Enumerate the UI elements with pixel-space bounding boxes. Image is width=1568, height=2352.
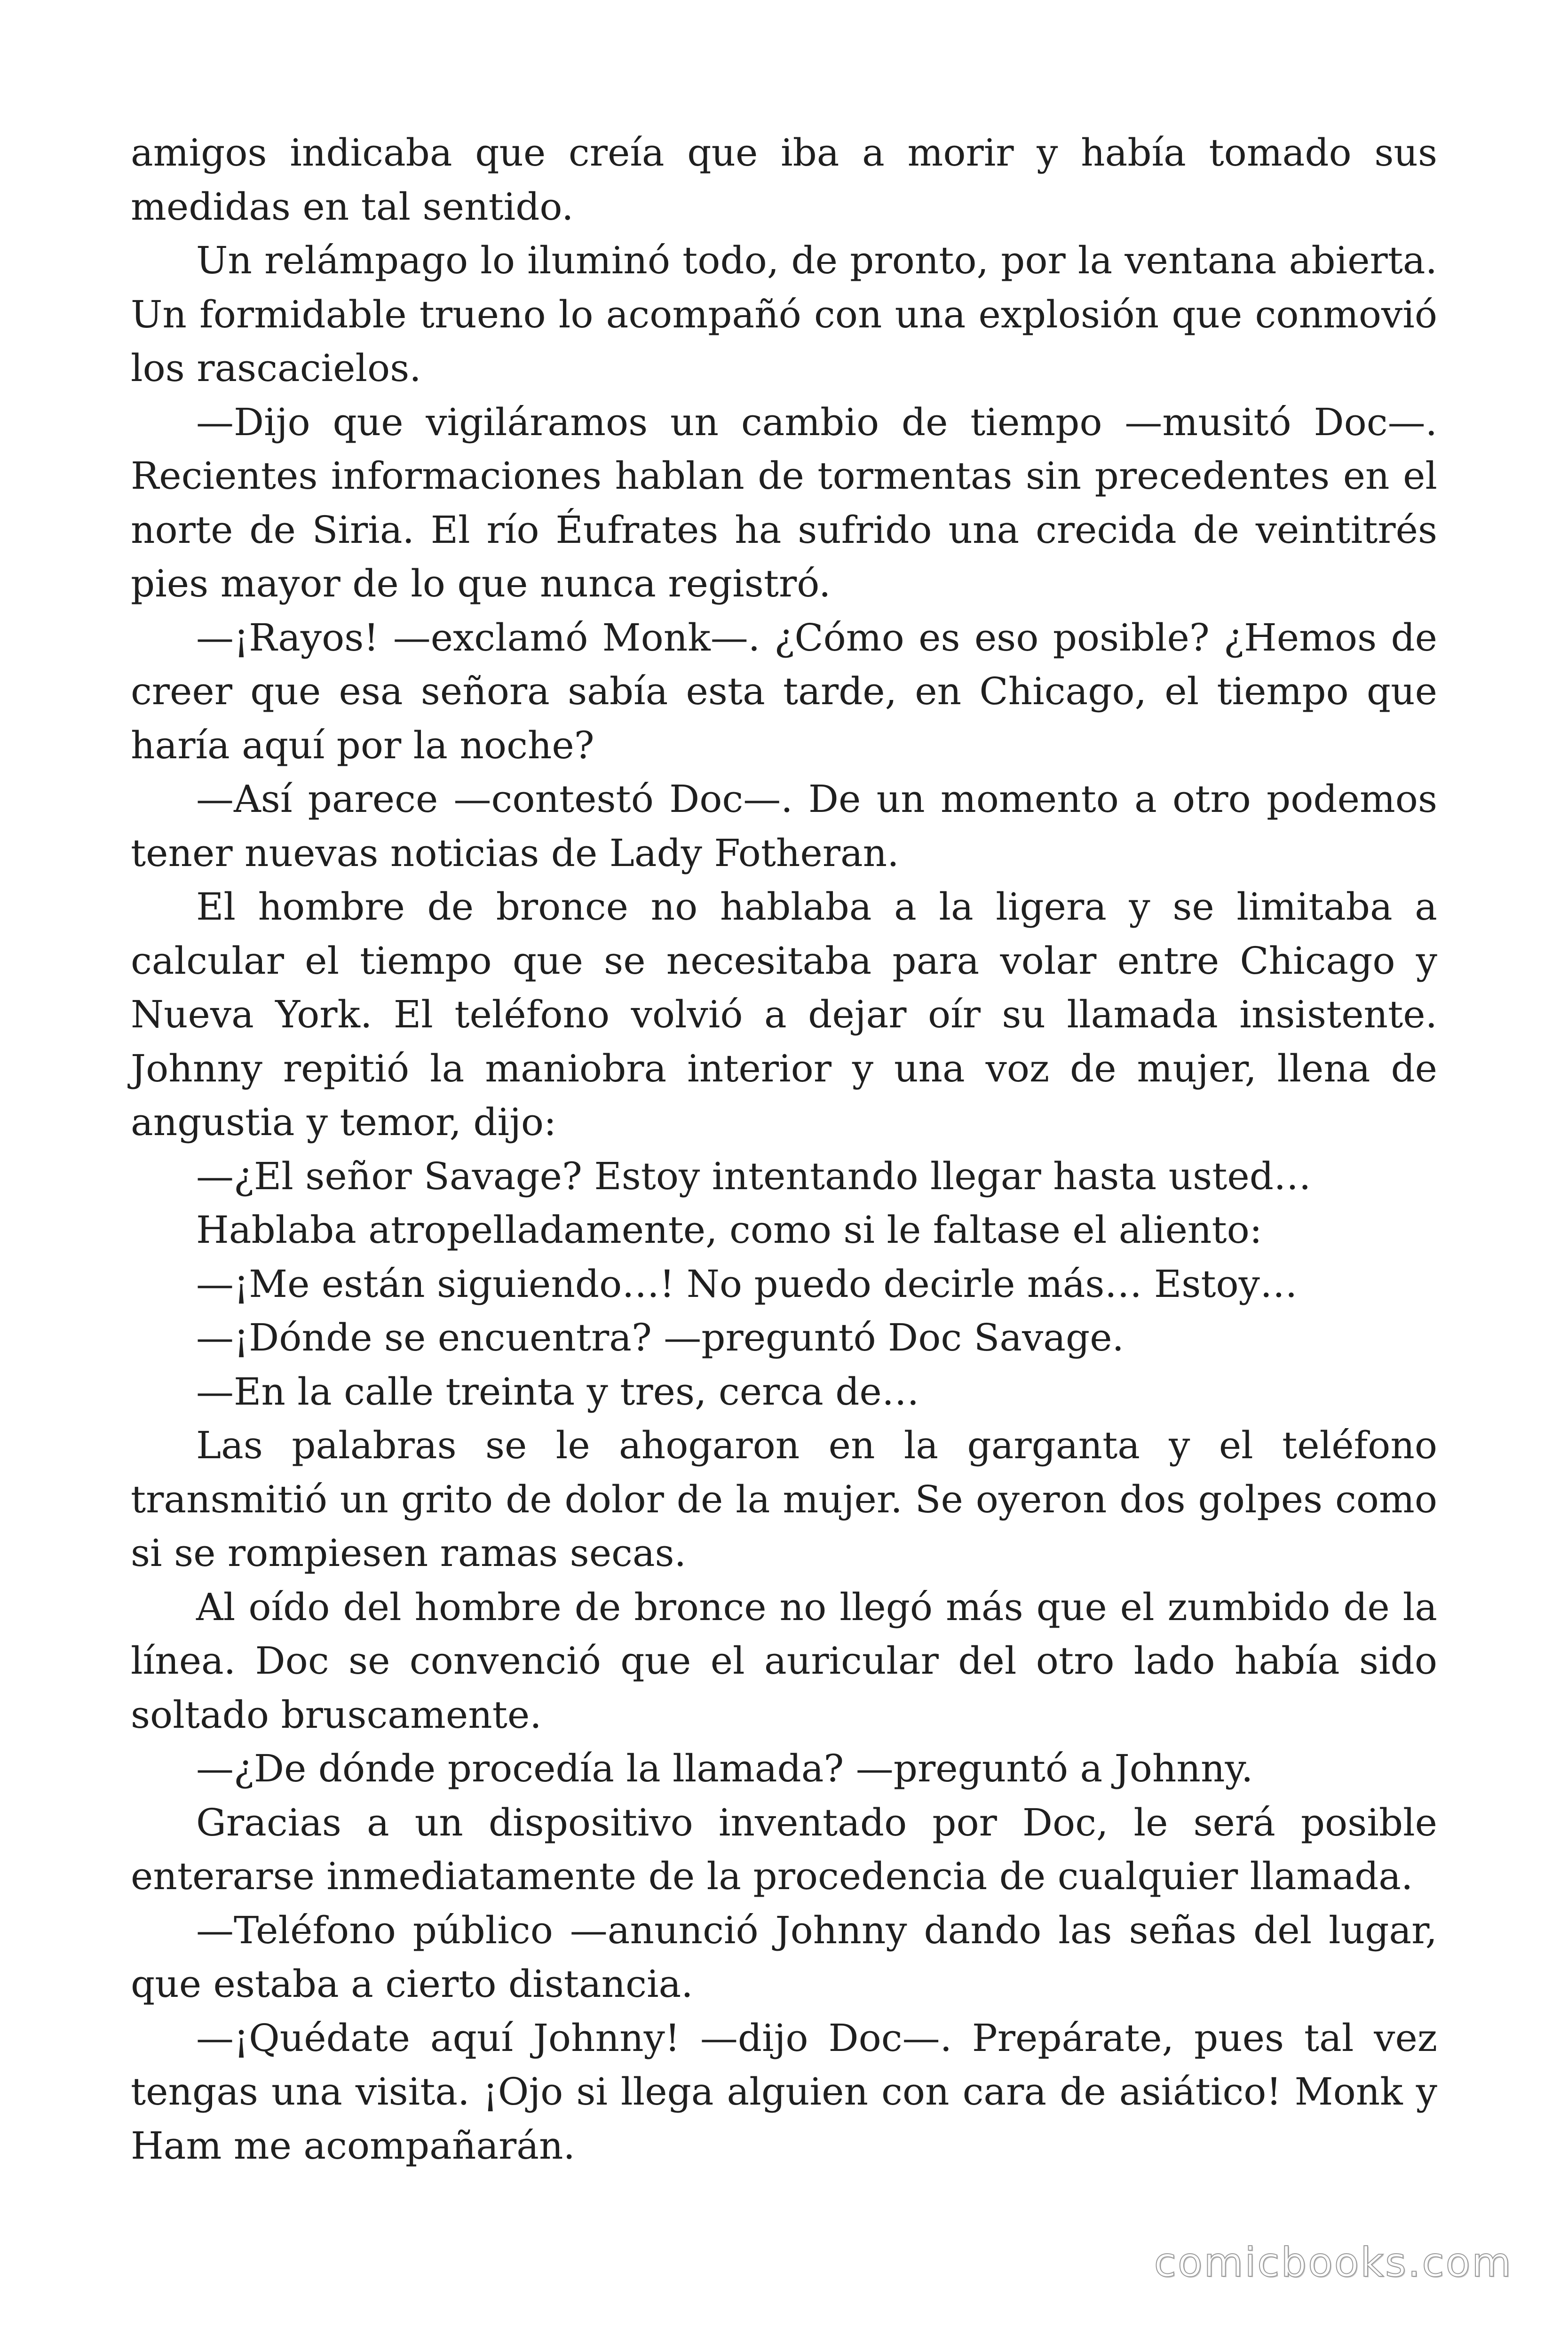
paragraph: amigos indicaba que creía que iba a morir y había tomado sus medidas en tal sentido. bbox=[131, 131, 1437, 229]
paragraph: Un relámpago lo iluminó todo, de pronto, por la ventana abierta. Un formidable trueno lo acompañó con una explosión que conmovió los rascacielos. bbox=[131, 238, 1437, 390]
paragraph: El hombre de bronce no hablaba a la ligera y se limitaba a calcular el tiempo que se necesitaba para volar entre Chicago y Nueva York. El teléfono volvió a dejar oír su llamada insistente. Johnny repitió la maniobra interior y una voz de mujer, llena de angustia y temor, dijo: bbox=[131, 885, 1437, 1144]
body-text bbox=[131, 126, 1437, 2173]
paragraph: —Dijo que vigiláramos un cambio de tiempo —musitó Doc—. Recientes informaciones hablan de tormentas sin precedentes en el norte de Siria. El río Éufrates ha sufrido una crecida de veintitrés pies mayor de lo que nunca registró. bbox=[131, 400, 1437, 605]
paragraph: Al oído del hombre de bronce no llegó más que el zumbido de la línea. Doc se convenció que el auricular del otro lado había sido soltado bruscamente. bbox=[131, 1585, 1437, 1737]
paragraph: —¡Rayos! —exclamó Monk—. ¿Cómo es eso posible? ¿Hemos de creer que esa señora sabía esta tarde, en Chicago, el tiempo que haría aquí por la noche? bbox=[131, 615, 1437, 767]
paragraph: —¡Me están siguiendo…! No puedo decirle más… Estoy… bbox=[196, 1262, 1298, 1306]
paragraph: —¡Dónde se encuentra? —preguntó Doc Savage. bbox=[196, 1316, 1124, 1359]
paragraph: Hablaba atropelladamente, como si le faltase el aliento: bbox=[196, 1208, 1262, 1252]
paragraph: —En la calle treinta y tres, cerca de… bbox=[196, 1369, 919, 1414]
watermark: comicbooks.com bbox=[1154, 2239, 1513, 2286]
paragraph: —Teléfono público —anunció Johnny dando las señas del lugar, que estaba a cierto distancia. bbox=[131, 1908, 1437, 2006]
paragraph: —Así parece —contestó Doc—. De un momento a otro podemos tener nuevas noticias de Lady Fotheran. bbox=[131, 777, 1437, 875]
paragraph: Gracias a un dispositivo inventado por Doc, le será posible enterarse inmediatamente de la procedencia de cualquier llamada. bbox=[131, 1800, 1437, 1898]
paragraph: Las palabras se le ahogaron en la garganta y el teléfono transmitió un grito de dolor de la mujer. Se oyeron dos golpes como si se rompiesen ramas secas. bbox=[131, 1423, 1437, 1575]
paragraph: —¿El señor Savage? Estoy intentando llegar hasta usted… bbox=[196, 1154, 1311, 1198]
paragraph: —¿De dónde procedía la llamada? —preguntó a Johnny. bbox=[196, 1747, 1253, 1790]
paragraph: —¡Quédate aquí Johnny! —dijo Doc—. Prepárate, pues tal vez tengas una visita. ¡Ojo si llega alguien con cara de asiático! Monk y Ham me acompañarán. bbox=[131, 2016, 1437, 2168]
